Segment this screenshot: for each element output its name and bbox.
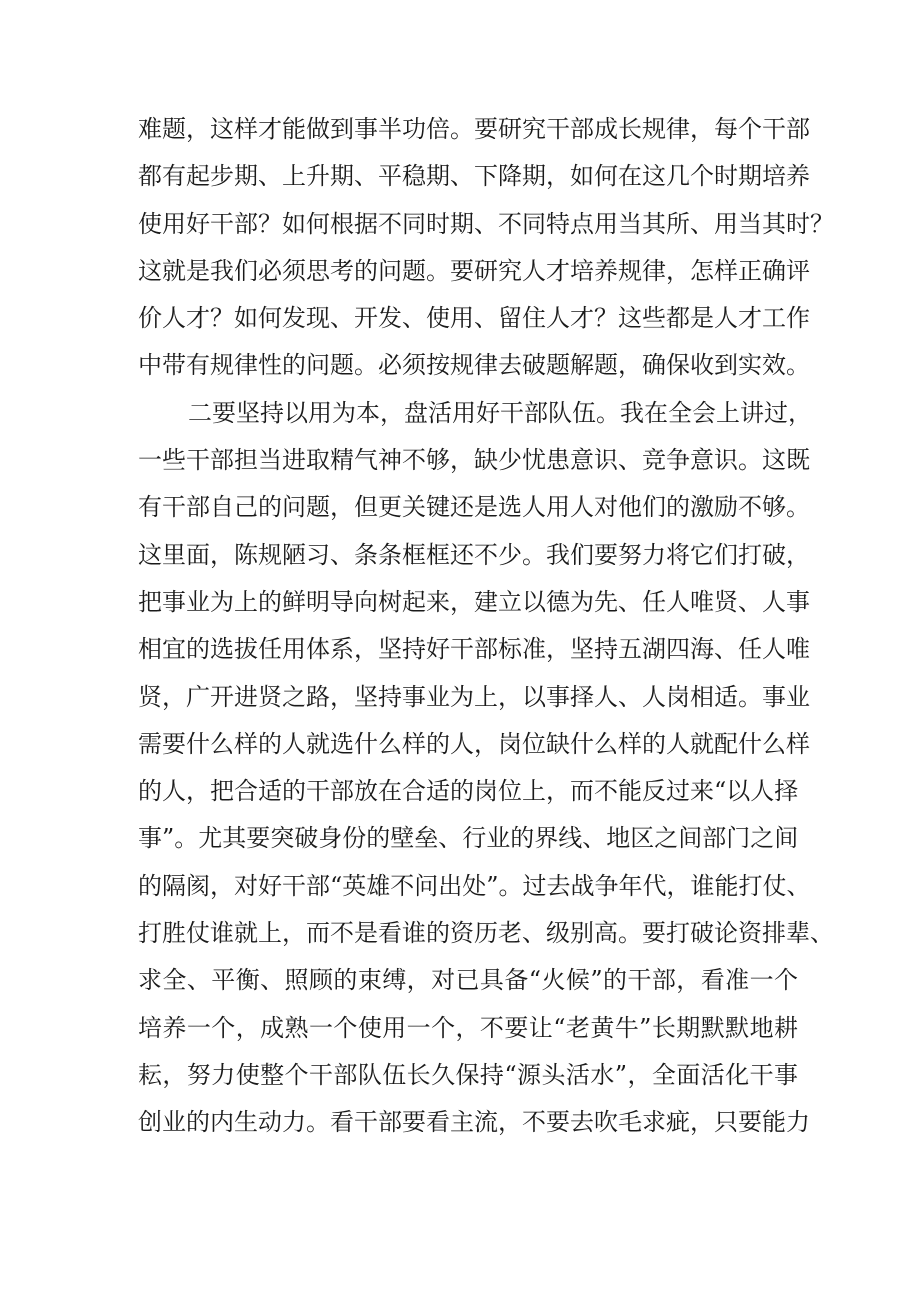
text-line: 这就是我们必须思考的问题。要研究人才培养规律，怎样正确评 — [138, 256, 810, 285]
text-line: 都有起步期、上升期、平稳期、下降期，如何在这几个时期培养 — [138, 162, 810, 191]
text-line: 的隔阂，对好干部“英雄不问出处”。过去战争年代，谁能打仗、 — [138, 871, 811, 900]
text-line: 这里面，陈规陋习、条条框框还不少。我们要努力将它们打破， — [138, 540, 810, 569]
text-line: 培养一个，成熟一个使用一个，不要让“老黄牛”长期默默地耕 — [138, 1013, 798, 1042]
text-line: 一些干部担当进取精气神不够，缺少忧患意识、竞争意识。这既 — [138, 446, 810, 475]
text-line: 求全、平衡、照顾的束缚，对已具备“火候”的干部，看准一个 — [138, 966, 798, 995]
paragraph-first-line: 二要坚持以用为本，盘活用好干部队伍。我在全会上讲过， — [188, 398, 812, 427]
text-line: 使用好干部？如何根据不同时期、不同特点用当其所、用当其时？ — [138, 209, 834, 238]
text-line: 打胜仗谁就上，而不是看谁的资历老、级别高。要打破论资排辈、 — [138, 919, 834, 948]
text-line: 耘，努力使整个干部队伍长久保持“源头活水”，全面活化干事 — [138, 1060, 798, 1089]
text-line: 把事业为上的鲜明导向树起来，建立以德为先、任人唯贤、人事 — [138, 587, 810, 616]
body-text — [138, 106, 834, 1147]
text-line: 事”。尤其要突破身份的壁垒、行业的界线、地区之间部门之间 — [138, 824, 799, 853]
text-line: 需要什么样的人就选什么样的人，岗位缺什么样的人就配什么样 — [138, 729, 810, 758]
text-line: 有干部自己的问题，但更关键还是选人用人对他们的激励不够。 — [138, 493, 810, 522]
text-line: 相宜的选拔任用体系，坚持好干部标准，坚持五湖四海、任人唯 — [138, 635, 810, 664]
text-line: 价人才？如何发现、开发、使用、留住人才？这些都是人才工作 — [138, 304, 810, 333]
text-line: 贤，广开进贤之路，坚持事业为上，以事择人、人岗相适。事业 — [138, 682, 810, 711]
text-line: 创业的内生动力。看干部要看主流，不要去吹毛求疵，只要能力 — [138, 1108, 810, 1137]
text-line: 的人，把合适的干部放在合适的岗位上，而不能反过来“以人择 — [138, 777, 799, 806]
text-line: 中带有规律性的问题。必须按规律去破题解题，确保收到实效。 — [138, 351, 810, 380]
text-line: 难题，这样才能做到事半功倍。要研究干部成长规律，每个干部 — [138, 115, 810, 143]
